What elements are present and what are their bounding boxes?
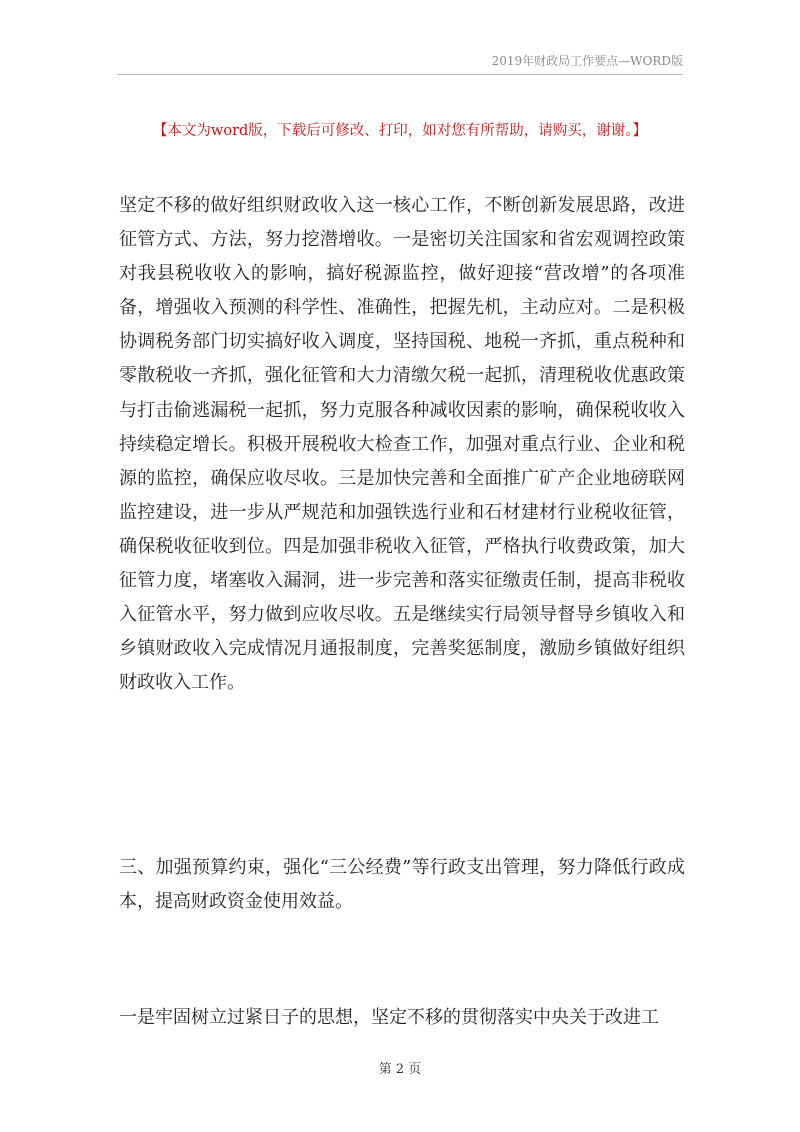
download-notice: 【本文为word版，下载后可修改、打印，如对您有所帮助，请购买，谢谢。】 — [152, 123, 648, 139]
body-paragraph-1: 坚定不移的做好组织财政收入这一核心工作，不断创新发展思路，改进征管方式、方法，努力挖潜增收。一是密切关注国家和省宏观调控政策对我县税收收入的影响，搞好税源监控，做好迎接“营改增”的各项准备，增强收入预测的科学性、准确性，把握先机，主动应对。二是积极协调税务部门切实搞好收入调度，坚持国税、地税一齐抓，重点税种和零散税收一齐抓，强化征管和大力清缴欠税一起抓，清理税收优惠政策与打击偷逃漏税一起抓，努力克服各种减收因素的影响，确保税收收入持续稳定增长。积极开展税收大检查工作，加强对重点行业、企业和税源的监控，确保应收尽收。三是加快完善和全面推广矿产企业地磅联网监控建设，进一步从严规范和加强铁选行业和石材建材行业税收征管，确保税收征收到位。四是加强非税收入征管，严格执行收费政策，加大征管力度，堵塞收入漏洞，进一步完善和落实征缴责任制，提高非税收入征管水平，努力做到应收尽收。五是继续实行局领导督导乡镇收入和乡镇财政收入完成情况月通报制度，完善奖惩制度，激励乡镇做好组织财政收入工作。 — [119, 195, 685, 694]
body-paragraph-2: 一是牢固树立过紧日子的思想，坚定不移的贯彻落实中央关于改进工 — [119, 1007, 659, 1028]
header-divider — [117, 74, 683, 75]
page-header-title: 2019年财政局工作要点—WORD版 — [491, 54, 683, 68]
section-heading-paragraph: 三、加强预算约束，强化“三公经费”等行政支出管理，努力降低行政成本，提高财政资金使用效益。 — [119, 857, 685, 913]
page-number: 第 2 页 — [378, 1062, 422, 1077]
